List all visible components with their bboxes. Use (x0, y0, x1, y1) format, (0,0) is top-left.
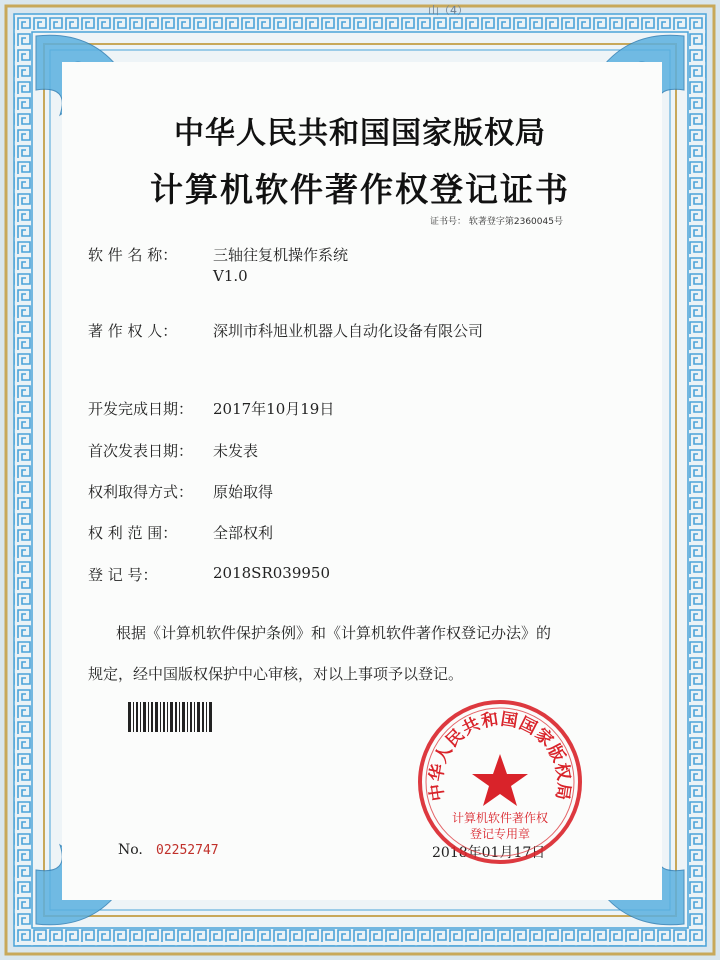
barcode (128, 702, 214, 732)
value-acquisition-method: 原始取得 (213, 483, 274, 501)
label-software-name: 软 件 名 称： (88, 246, 178, 264)
label-rights-scope: 权 利 范 围： (88, 524, 178, 542)
issue-date: 2018年01月17日 (432, 845, 546, 861)
seal-ring-text: 中华人民共和国国家版权局 (426, 709, 574, 803)
serial-number: 02252747 (156, 843, 219, 858)
certificate-number: 证书号： 软著登字第2360045号 (430, 217, 563, 227)
handwritten-note: 山（4） (428, 4, 468, 17)
value-software-name: 三轴往复机操作系统 (213, 246, 349, 264)
label-registration-number: 登 记 号： (88, 566, 158, 584)
serial-label: No. (118, 842, 143, 858)
certificate-title: 计算机软件著作权登记证书 (150, 170, 570, 209)
value-rights-scope: 全部权利 (213, 524, 274, 542)
value-completion-date: 2017年10月19日 (213, 400, 335, 418)
value-publish-date: 未发表 (213, 442, 259, 460)
label-acquisition-method: 权利取得方式： (88, 483, 194, 501)
official-seal (416, 698, 584, 866)
label-publish-date: 首次发表日期： (88, 442, 194, 460)
seal-line-2: 登记专用章 (469, 827, 531, 841)
value-copyright-owner: 深圳市科旭业机器人自动化设备有限公司 (213, 322, 484, 340)
seal-line-1: 计算机软件著作权 (451, 811, 549, 825)
statement-line-1: 根据《计算机软件保护条例》和《计算机软件著作权登记办法》的 (116, 624, 552, 642)
statement-line-2: 规定，经中国版权保护中心审核，对以上事项予以登记。 (88, 665, 464, 683)
seal-star-icon (472, 754, 528, 806)
label-copyright-owner: 著 作 权 人： (88, 322, 178, 340)
label-completion-date: 开发完成日期： (88, 400, 194, 418)
value-version: V1.0 (213, 267, 248, 285)
value-registration-number: 2018SR039950 (213, 564, 331, 582)
issuer-title: 中华人民共和国国家版权局 (174, 116, 546, 151)
